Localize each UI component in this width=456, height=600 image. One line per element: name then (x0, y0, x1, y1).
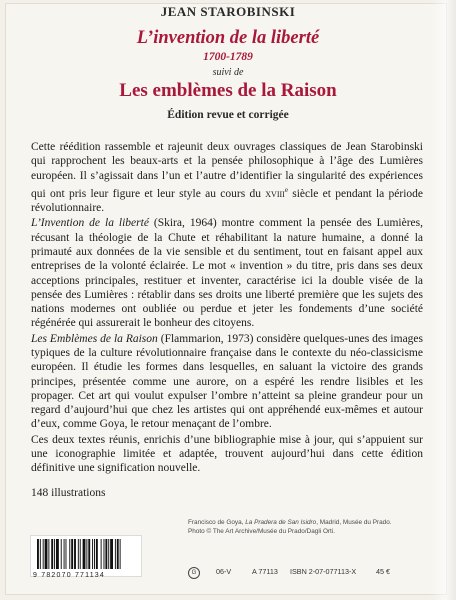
barcode-bar (104, 539, 105, 569)
barcode-bar (117, 539, 119, 569)
book-subtitle: Les emblèmes de la Raison (119, 80, 337, 101)
barcode-bar (101, 539, 102, 569)
barcode-bars (37, 539, 135, 569)
work-title-2: Les Emblèmes de la Raison (31, 332, 158, 345)
blurb-paragraph-2: L’Invention de la liberté (Skira, 1964) montre comment la pensée des Lumières, récusant la théologie de la Chute et réhabilitant la nature humaine, a donné la primauté aux données de la vie sensible et du sentiment, tout en faisant appel aux entreprises de la volonté éclairée. Le mot « invention » du titre, pris dans ses deux acceptions principales, restituer et inventer, caractérise ici la double visée de la pensée des Lumières : rétablir dans ses droits une liberté première que les sujets des nations modernes ont oubliée ou perdue et jeter les fondements d’une société régénérée qui assurerait le bonheur des citoyens. (31, 217, 423, 330)
footer-info: G 06-V A 77113 ISBN 2-07-077113-X 45 € (188, 567, 428, 579)
barcode-number: 9 782070 771134 (33, 572, 105, 579)
barcode-bar (74, 539, 76, 569)
book-years: 1700-1789 (203, 51, 253, 63)
barcode-bar (64, 539, 65, 569)
painting-title: La Pradera de San Isidro (245, 519, 317, 526)
barcode-bar (105, 539, 107, 569)
barcode-bar (48, 539, 49, 569)
suivi-de: suivi de (212, 67, 244, 78)
credit-line-2: Photo © The Art Archive/Musée du Prado/Dagli Orti. (188, 528, 336, 535)
author-name: JEAN STAROBINSKI (160, 4, 296, 19)
barcode-bar (43, 539, 44, 569)
century-superscript: e (284, 185, 288, 194)
barcode-bar (110, 539, 113, 569)
barcode-bar (115, 539, 116, 569)
barcode-bar (80, 539, 81, 569)
reference: A 77113 (252, 567, 278, 576)
blurb-paragraph-4: Ces deux textes réunis, enrichis d’une bibliographie mise à jour, qui s’appuient sur une iconographie limitée et adaptée, trouvent aujourd’hui dans cette édition définitive une signification nouvelle. (31, 433, 423, 475)
illustrations-count: 148 illustrations (31, 487, 106, 499)
barcode-bar (69, 539, 70, 569)
barcode-bar (86, 539, 87, 569)
blurb (31, 140, 423, 476)
code: 06-V (216, 567, 232, 576)
barcode-bar (108, 539, 109, 569)
barcode-bar (56, 539, 59, 569)
barcode-bar (37, 539, 39, 569)
photo-credit (188, 518, 428, 536)
barcode-bar (92, 539, 93, 569)
barcode-bar (83, 539, 86, 569)
credit-line-1: Francisco de Goya, La Pradera de San Isidro, Madrid, Musée du Prado. (188, 519, 392, 526)
barcode-bar (78, 539, 79, 569)
barcode-bar (96, 539, 98, 569)
barcode-bar (40, 539, 41, 569)
barcode-bar (88, 539, 90, 569)
price: 45 € (376, 567, 390, 576)
edition-note: Édition revue et corrigée (167, 109, 289, 121)
barcode-bar (45, 539, 48, 569)
barcode-bar (61, 539, 62, 569)
barcode-bar (94, 539, 95, 569)
blurb-paragraph-1: Cette réédition rassemble et rajeunit deux ouvrages classiques de Jean Starobinski qui rapprochent les beaux-arts et la pensée philosophique à l’âge des Lumières européen. Il s’agissait dans l’un et l’autre d’identifier la singularité des expériences qui ont pris leur figure et leur style au cours du xviii$^e$ siècle et pendant la période révolutionnaire. (31, 141, 424, 215)
barcode-bar (71, 539, 73, 569)
work-title-1: L’Invention de la liberté (31, 217, 149, 230)
blurb-paragraph-3: Les Emblèmes de la Raison (Flammarion, 1973) considère quelques-unes des images typiques de la culture révolutionnaire française dans le contexte du néo-classicisme européen. Il étudie les formes dans lesquelles, en saluant la victoire des grands principes, présentée comme une aurore, on a espéré les rendre lisibles et les propager. Cet art qui voulut expulser l’ombre n’atteint sa pleine grandeur pour un regard d’aujourd’hui que chez les artistes qui ont appréhendé eux-mêmes et autour d’eux, comme Goya, le retour menaçant de l’ombre. (31, 332, 423, 431)
isbn: ISBN 2-07-077113-X (290, 567, 357, 576)
barcode-bar (66, 539, 67, 569)
barcode-bar (51, 539, 53, 569)
barcode-bar (120, 539, 121, 569)
book-title: L’invention de la liberté (136, 28, 320, 48)
century-numeral: xviii (265, 187, 285, 200)
barcode-bar (54, 539, 55, 569)
barcode (30, 535, 142, 577)
